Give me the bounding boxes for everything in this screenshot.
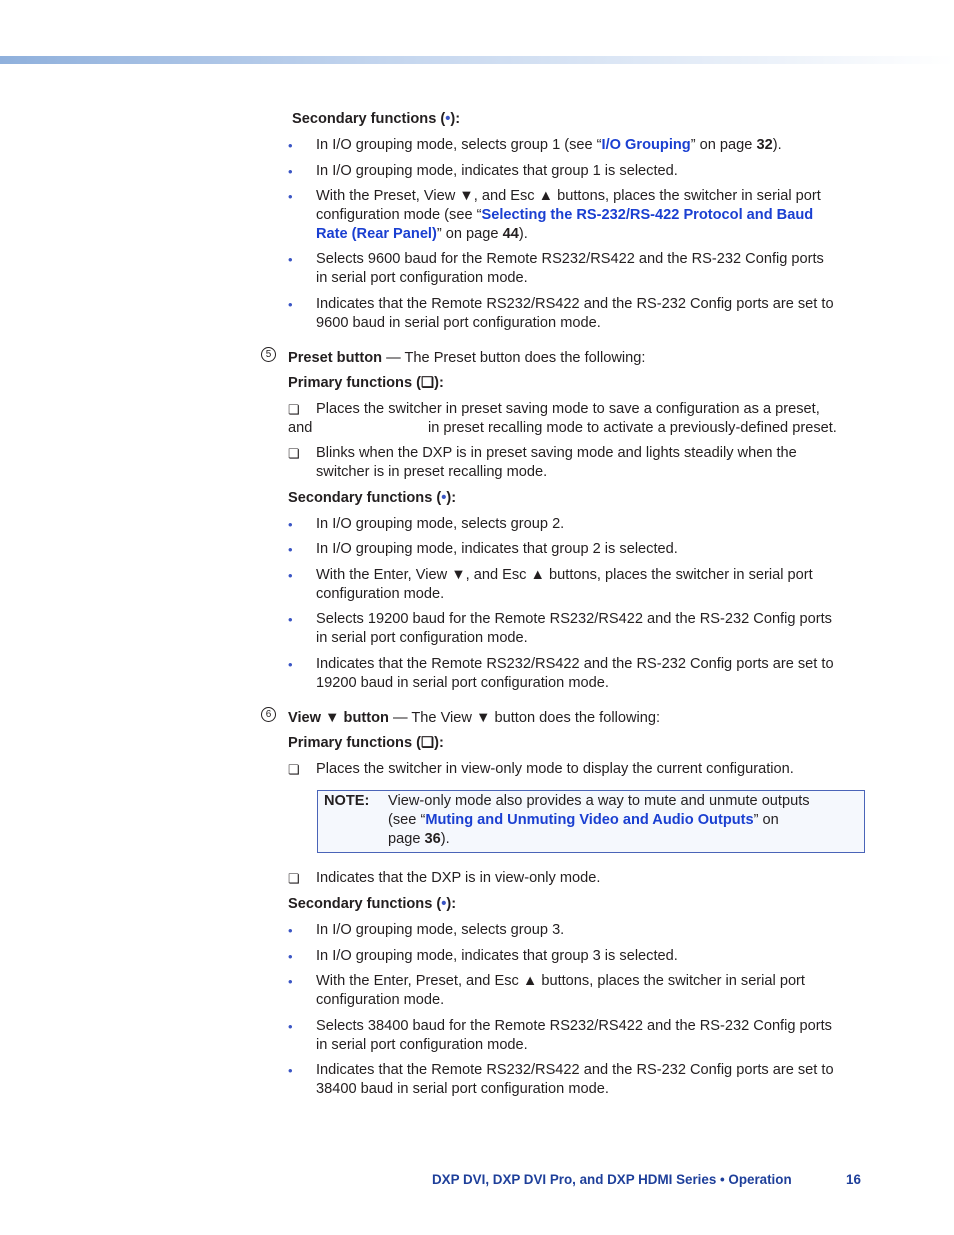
list-item: Places the switcher in preset saving mode to save a configuration as a preset,	[316, 401, 820, 417]
list-item-cont: in serial port configuration mode.	[316, 270, 528, 286]
list-item: In I/O grouping mode, selects group 3.	[316, 922, 565, 938]
list-item: Indicates that the Remote RS232/RS422 and the RS-232 Config ports are set to	[316, 1062, 834, 1078]
primary-functions-heading: Primary functions (❏):	[288, 375, 444, 391]
callout-number-6: 6	[261, 707, 276, 722]
list-item: Indicates that the Remote RS232/RS422 and the RS-232 Config ports are set to	[316, 296, 834, 312]
view-title: View ▼ button — The View ▼ button does the following:	[288, 710, 661, 726]
list-item-cont: Rate (Rear Panel)” on page 44).	[316, 226, 528, 242]
link-io-grouping[interactable]: I/O Grouping	[601, 137, 691, 153]
list-item-cont: in serial port configuration mode.	[316, 630, 528, 646]
list-item-cont: and	[288, 420, 313, 436]
primary-functions-heading: Primary functions (❏):	[288, 735, 444, 751]
list-item-cont: configuration mode.	[316, 992, 445, 1008]
page-number: 16	[846, 1172, 861, 1187]
secondary-functions-heading: Secondary functions (•):	[292, 111, 461, 127]
list-item-cont: configuration mode (see “Selecting the RS-232/RS-422 Protocol and Baud	[316, 207, 814, 223]
list-item: Selects 19200 baud for the Remote RS232/RS422 and the RS-232 Config ports	[316, 611, 832, 627]
bullet-icon: •	[288, 612, 293, 627]
bullet-icon: •	[288, 517, 293, 532]
list-item-cont: configuration mode.	[316, 586, 445, 602]
bullet-icon: •	[288, 164, 293, 179]
list-item: Indicates that the DXP is in view-only mode.	[316, 870, 601, 886]
bullet-icon: •	[288, 542, 293, 557]
list-item: Indicates that the Remote RS232/RS422 and the RS-232 Config ports are set to	[316, 656, 834, 672]
bullet-icon: •	[288, 252, 293, 267]
list-item-cont: 9600 baud in serial port configuration mode.	[316, 315, 601, 331]
list-item: In I/O grouping mode, selects group 1 (see “I/O Grouping” on page 32).	[316, 137, 782, 153]
bullet-icon: •	[288, 138, 293, 153]
list-item: Selects 38400 baud for the Remote RS232/RS422 and the RS-232 Config ports	[316, 1018, 832, 1034]
bullet-icon: •	[288, 1063, 293, 1078]
bullet-icon: •	[288, 974, 293, 989]
note-text-cont: (see “Muting and Unmuting Video and Audio Outputs” on	[388, 812, 779, 828]
bullet-icon: •	[288, 949, 293, 964]
link-rear-panel[interactable]: Rate (Rear Panel)	[316, 226, 437, 242]
secondary-functions-heading: Secondary functions (•):	[288, 896, 457, 912]
bullet-icon: •	[288, 297, 293, 312]
link-muting-outputs[interactable]: Muting and Unmuting Video and Audio Outputs	[425, 812, 754, 828]
list-item: In I/O grouping mode, indicates that group 3 is selected.	[316, 948, 678, 964]
list-item-cont: 19200 baud in serial port configuration mode.	[316, 675, 609, 691]
list-item-cont: 38400 baud in serial port configuration mode.	[316, 1081, 609, 1097]
list-item: In I/O grouping mode, indicates that group 1 is selected.	[316, 163, 678, 179]
link-selecting-protocol[interactable]: Selecting the RS-232/RS-422 Protocol and Baud	[481, 207, 814, 223]
bullet-icon: •	[288, 1019, 293, 1034]
checkbox-bullet-icon: ❏	[288, 446, 300, 461]
note-text: View-only mode also provides a way to mute and unmute outputs	[388, 793, 810, 809]
bullet-icon: •	[288, 923, 293, 938]
bullet-icon: •	[288, 568, 293, 583]
header-gradient-bar	[0, 56, 954, 64]
list-item: Places the switcher in view-only mode to display the current configuration.	[316, 761, 794, 777]
list-item-cont: switcher is in preset recalling mode.	[316, 464, 548, 480]
note-label: NOTE:	[324, 793, 370, 809]
list-item: In I/O grouping mode, selects group 2.	[316, 516, 565, 532]
checkbox-bullet-icon: ❏	[288, 871, 300, 886]
list-item: With the Enter, Preset, and Esc ▲ buttons, places the switcher in serial port	[316, 973, 805, 989]
bullet-icon: •	[288, 189, 293, 204]
bullet-icon: •	[288, 657, 293, 672]
list-item: In I/O grouping mode, indicates that group 2 is selected.	[316, 541, 678, 557]
list-item-cont: in serial port configuration mode.	[316, 1037, 528, 1053]
list-item: With the Preset, View ▼, and Esc ▲ buttons, places the switcher in serial port	[316, 188, 821, 204]
list-item: With the Enter, View ▼, and Esc ▲ buttons, places the switcher in serial port	[316, 567, 813, 583]
list-item-cont: in preset recalling mode to activate a previously-defined preset.	[428, 420, 837, 436]
secondary-functions-heading: Secondary functions (•):	[288, 490, 457, 506]
list-item: Blinks when the DXP is in preset saving mode and lights steadily when the	[316, 445, 797, 461]
checkbox-bullet-icon: ❏	[288, 402, 300, 417]
list-item: Selects 9600 baud for the Remote RS232/RS422 and the RS-232 Config ports	[316, 251, 824, 267]
footer-title: DXP DVI, DXP DVI Pro, and DXP HDMI Series • Operation	[432, 1172, 792, 1187]
preset-title: Preset button — The Preset button does the following:	[288, 350, 646, 366]
checkbox-bullet-icon: ❏	[288, 762, 300, 777]
note-text-cont: page 36).	[388, 831, 450, 847]
callout-number-5: 5	[261, 347, 276, 362]
